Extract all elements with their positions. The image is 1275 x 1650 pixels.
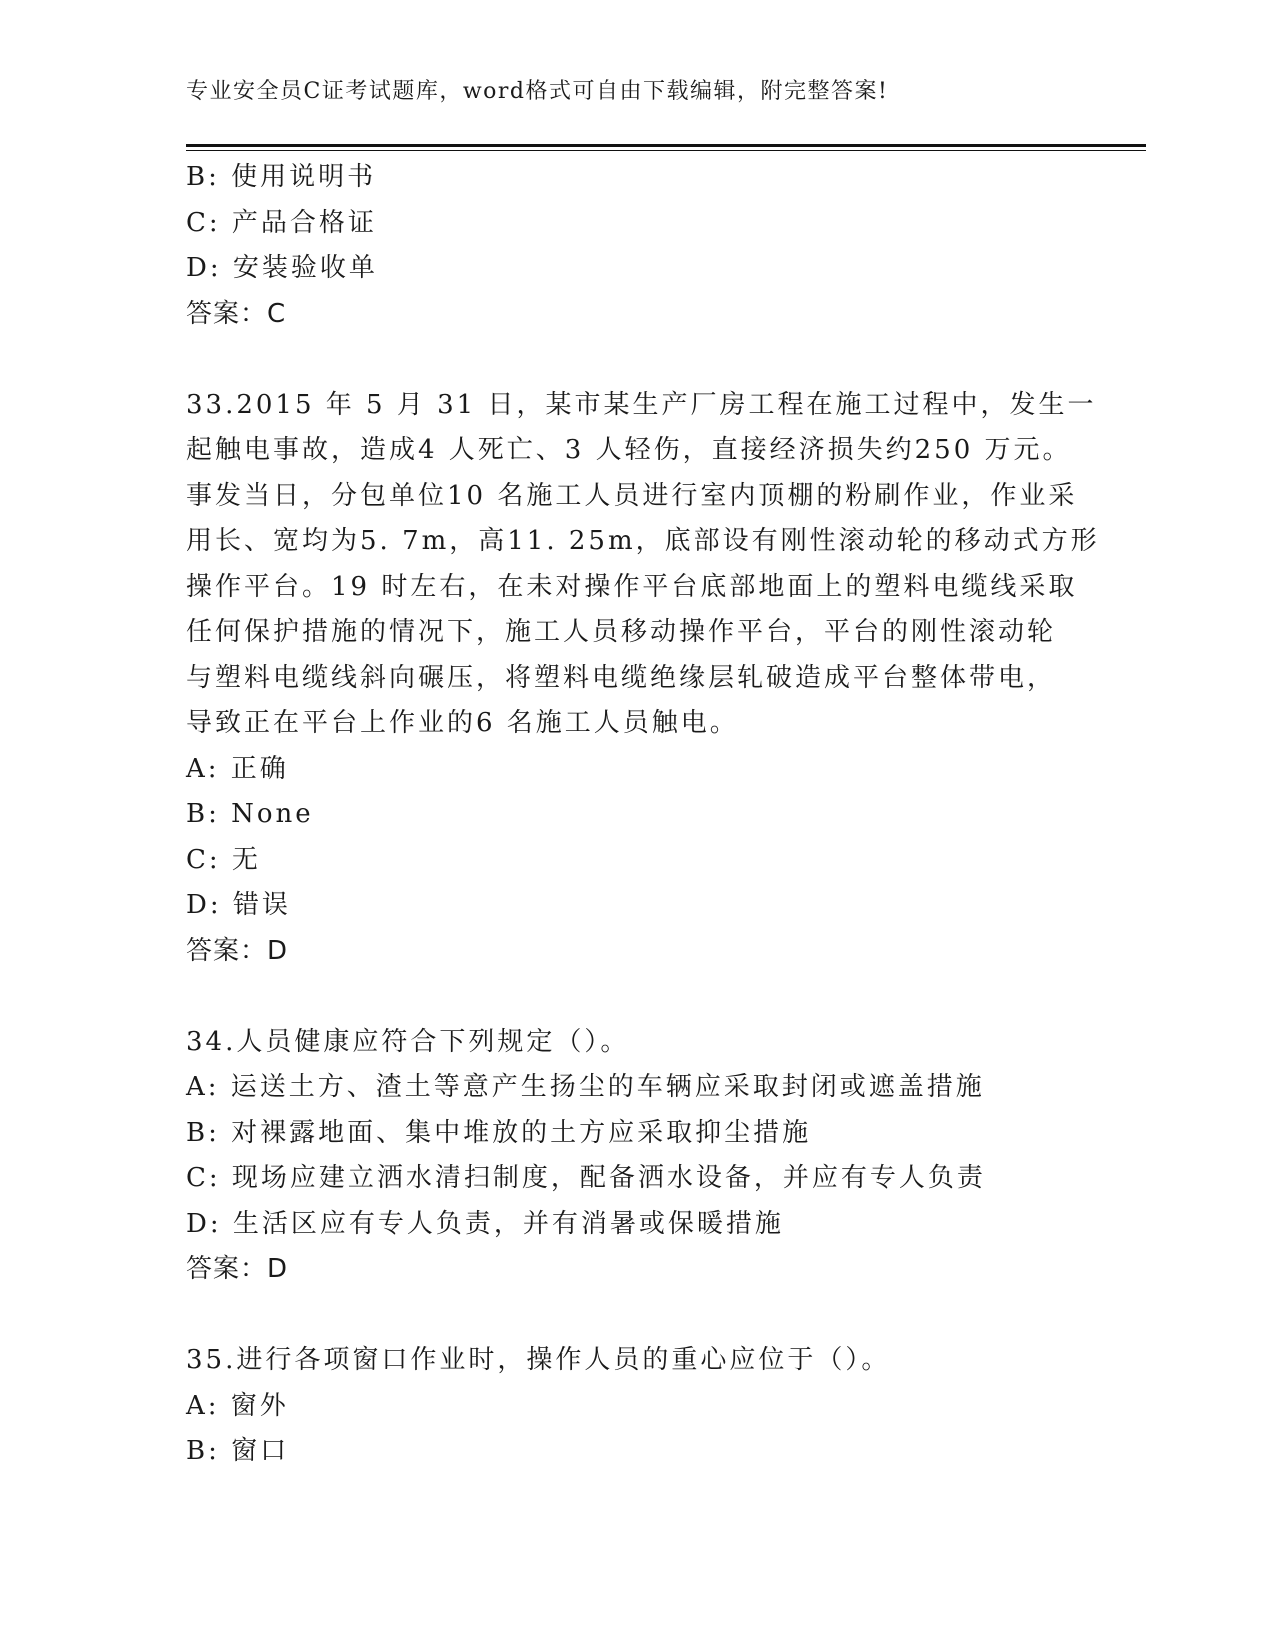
option-d: D: 安装验收单 [186, 253, 378, 283]
question-32 [186, 155, 1076, 337]
spacer [186, 337, 1076, 383]
option-c: C: 现场应建立洒水清扫制度，配备洒水设备，并应有专人负责 [186, 1163, 986, 1193]
spacer [186, 1293, 1076, 1339]
question-stem: 35.进行各项窗口作业时，操作人员的重心应位于（）。 [186, 1345, 891, 1375]
page-header: 专业安全员C证考试题库，word格式可自由下载编辑，附完整答案! [186, 79, 889, 104]
option-b: B: None [186, 799, 314, 829]
stem-line: 与塑料电缆线斜向碾压，将塑料电缆绝缘层轧破造成平台整体带电， [186, 662, 1057, 693]
option-a: A: 正确 [186, 753, 289, 784]
stem-line: 事发当日，分包单位10 名施工人员进行室内顶棚的粉刷作业，作业采 [186, 480, 1078, 511]
answer: 答案：D [186, 1254, 289, 1284]
question-33 [186, 383, 1100, 975]
option-c: C: 无 [186, 844, 261, 875]
stem-line: 起触电事故，造成4 人死亡、3 人轻伤，直接经济损失约250 万元。 [186, 435, 1072, 465]
option-a: A: 运送土方、渣土等意产生扬尘的车辆应采取封闭或遮盖措施 [186, 1072, 985, 1102]
option-d: D: 错误 [186, 890, 291, 920]
stem-line: 操作平台。19 时左右，在未对操作平台底部地面上的塑料电缆线采取 [186, 571, 1078, 602]
option-a: A: 窗外 [186, 1390, 289, 1421]
question-34 [186, 1020, 1076, 1293]
stem-line: 导致正在平台上作业的6 名施工人员触电。 [186, 708, 739, 738]
stem-line: 任何保护措施的情况下，施工人员移动操作平台，平台的刚性滚动轮 [186, 617, 1057, 647]
option-c: C: 产品合格证 [186, 207, 377, 238]
document-content [186, 155, 1100, 1475]
option-b: B: 窗口 [186, 1436, 290, 1466]
question-stem [186, 383, 1100, 747]
stem-line: 33.2015 年 5 月 31 日，某市某生产厂房工程在施工过程中，发生一 [186, 389, 1097, 420]
header-rule-thick [186, 144, 1146, 147]
spacer [186, 974, 1076, 1020]
answer: 答案：D [186, 935, 289, 966]
question-stem: 34.人员健康应符合下列规定（）。 [186, 1026, 630, 1057]
option-b: B: 使用说明书 [186, 162, 377, 192]
header-rule-thin [186, 150, 1146, 151]
question-35 [186, 1338, 1076, 1475]
option-b: B: 对裸露地面、集中堆放的土方应采取抑尘措施 [186, 1117, 812, 1148]
answer: 答案：C [186, 298, 287, 329]
stem-line: 用长、宽均为5. 7m，高11. 25m，底部设有刚性滚动轮的移动式方形 [186, 526, 1100, 556]
option-d: D: 生活区应有专人负责，并有消暑或保暖措施 [186, 1208, 784, 1239]
